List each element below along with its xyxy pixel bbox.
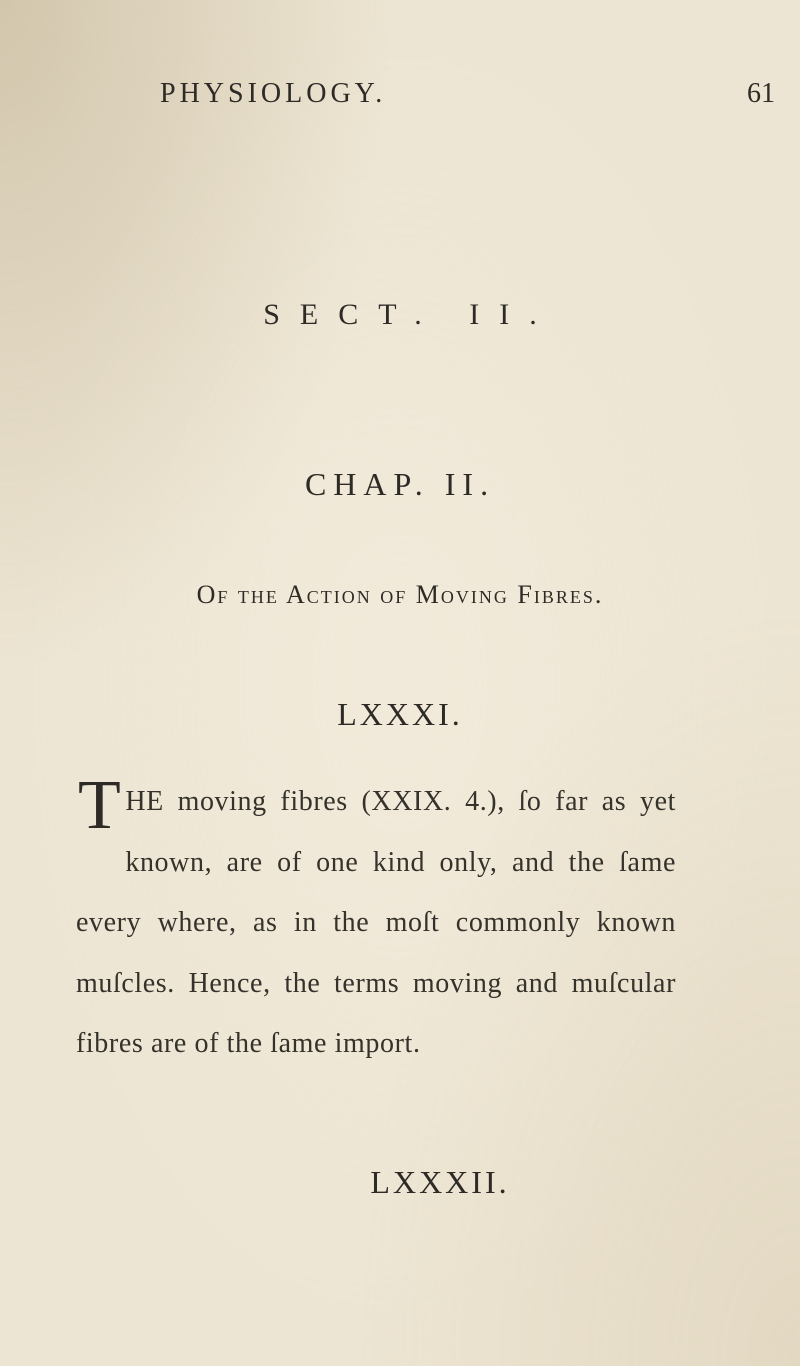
chapter-heading: CHAP. II. <box>304 466 496 502</box>
next-article-number: LXXXII. <box>370 1164 510 1200</box>
paragraph-text: HE moving fibres (XXIX. 4.), ſo far as yet known, are of one kind only, and the ſame every where, as in the moſt commonly known muſcles. Hence, the terms moving and muſcular fibres are of the ſame import. <box>76 786 676 1059</box>
drop-cap: T <box>78 767 122 844</box>
article-paragraph <box>76 767 676 1075</box>
chapter-title: Of the Action of Moving Fibres. <box>196 580 604 609</box>
page-header <box>0 78 800 118</box>
section-heading: SECT. II. <box>263 298 557 331</box>
article-number: LXXXI. <box>337 696 463 732</box>
running-head: PHYSIOLOGY. <box>160 78 387 109</box>
page-number: 61 <box>747 78 775 109</box>
